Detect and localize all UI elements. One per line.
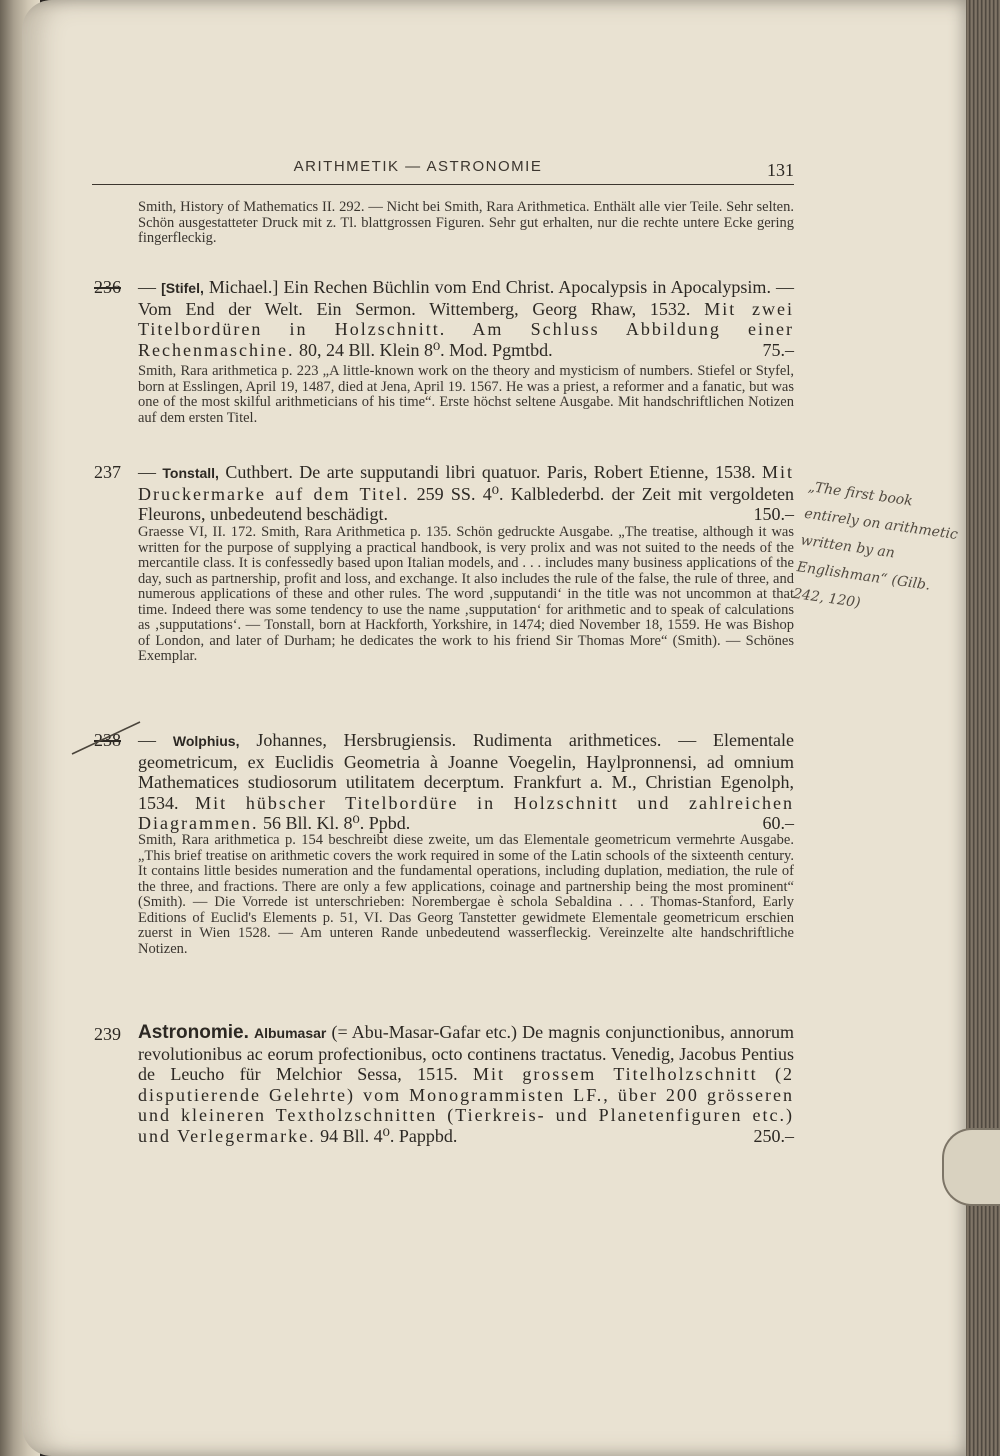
entry-number: 238: [94, 730, 121, 750]
catalog-entry: — Wolphius, Johannes, Hersbrugiensis. Rudimenta arithmetices. — Elementale geometricum, ex Euclidis Geometria à Joanne Voegelin, Haylpronnensi, ad omnium Mathematices studiosorum utilitatem decerptum. Frankfurt a. M., Christian Egenolph, 1534. Mit hübscher Titelbordüre in Holzschnitt und zahlreichen Diagrammen. 56 Bll. Kl. 8⁰. Ppbd. 60.–: [138, 730, 795, 833]
entry-price: 250.–: [753, 1125, 794, 1146]
catalog-entry: — [Stifel, Michael.] Ein Rechen Büchlin vom End Christ. Apocalypsis in Apocalypsim. — Vom End der Welt. Ein Sermon. Wittemberg, Georg Rhaw, 1532. Mit zwei Titelbordüren in Holzschnitt. Am Schluss Abbildung einer Rechenmaschine. 80, 24 Bll. Klein 8⁰. Mod. Pgmtbd. 75.–: [138, 277, 795, 360]
entry-price: 150.–: [753, 504, 794, 524]
entry-price: 60.–: [762, 813, 794, 833]
running-head: ARITHMETIK — ASTRONOMIE: [293, 158, 543, 175]
entry-number: 239: [94, 1024, 121, 1044]
entry-author: Albumasar: [254, 1025, 327, 1041]
entry-author: Tonstall,: [162, 465, 219, 481]
entry-note: Smith, Rara arithmetica p. 154 beschreibt diese zweite, um das Elementale geometricum vermehrte Ausgabe. „This brief treatise on arithmetic covers the work required in some of the Latin schools of the sixteenth century. It contains little besides numeration and the fundamental operations, including duplation, mediation, the rule of the three, and fractions. There are only a few applications, coinage and partnership being the most prominent“ (Smith). — Die Vorrede ist unterschrieben: Norembergae è schola Sebaldina . . . Thomas-Stanford, Early Editions of Euclid's Elements p. 51, VI. Das Georg Tanstetter gewidmete Elementale geometricum erschien zuerst in Wien 1528. — Am unteren Rande unbedeutend wasserfleckig. Vereinzelte alte handschriftliche Notizen.: [138, 832, 794, 957]
entry-number: 236: [94, 277, 121, 297]
pencil-check-mark-icon: [70, 716, 150, 756]
page-header: [92, 158, 794, 185]
handwritten-margin-note: „The first book entirely on arithmetic written by an Englishman“ (Gilb. 242, 120): [792, 478, 959, 612]
page-stack-edge: [966, 0, 1000, 1456]
page-tab: [942, 1128, 1000, 1206]
catalog-entry: Astronomie. Albumasar (= Abu-Masar-Gafar etc.) De magnis conjunctionibus, annorum revolutionibus ac eorum profectionibus, octo continens tractatus. Venedig, Jacobus Pentius de Leucho für Melchior Sessa, 1515. Mit grossem Titelholzschnitt (2 disputierende Gelehrte) vom Monogrammisten LF., über 200 grösseren und kleineren Textholzschnitten (Tierkreis- und Planetenfiguren etc.) und Verlegermarke. 94 Bll. 4⁰. Pappbd. 250.–: [138, 1022, 794, 1146]
entry-note: Graesse VI, II. 172. Smith, Rara Arithmetica p. 135. Schön gedruckte Ausgabe. „The treatise, although it was written for the purpose of supplying a practical handbook, is very prolix and was not suited to the needs of the mercantile class. It is confessedly based upon Italian models, and . . . includes many business applications of the day, such as partnership, profit and loss, and exchange. It also includes the rule of the false, the rule of three, and numerous applications of these and other rules. The word ‚supputandi‘ in the title was not uncommon at that time. Indeed there was some tendency to use the name ‚supputation‘ for arithmetic and to speak of calculations as ‚supputations‘. — Tonstall, born at Hackforth, Yorkshire, in 1474; died November 18, 1559. He was Bishop of London, and later of Durham; he dedicates the work to his friend Sir Thomas More“ (Smith). — Schönes Exemplar.: [138, 524, 794, 664]
section-heading: Astronomie.: [138, 1022, 249, 1043]
entry-author: [Stifel,: [161, 280, 204, 296]
entry-note: Smith, Rara arithmetica p. 223 „A little-known work on the theory and mysticism of numbers. Stiefel or Styfel, born at Esslingen, April 19, 1487, died at Jena, April 19. 1567. He was a priest, a reformer and a fanatic, but was one of the most skilful arithmeticians of his time“. Erste höchst seltene Ausgabe. Mit handschriftlichen Notizen auf dem ersten Titel.: [138, 363, 794, 426]
entry-price: 75.–: [762, 339, 794, 360]
entry-author: Wolphius,: [172, 733, 240, 749]
page-number: 131: [767, 160, 794, 180]
carryover-note: Smith, History of Mathematics II. 292. — Nicht bei Smith, Rara Arithmetica. Enthält alle vier Teile. Sehr selten. Schön ausgestatteter Druck mit z. Tl. blattgrossen Figuren. Sehr gut erhalten, nur die rechte untere Ecke gering fingerfleckig.: [138, 199, 794, 246]
catalog-entry: — Tonstall, Cuthbert. De arte supputandi libri quatuor. Paris, Robert Etienne, 1538. Mit Druckermarke auf dem Titel. 259 SS. 4⁰. Kalblederbd. der Zeit mit vergoldeten Fleurons, unbedeutend beschädigt. 150.–: [138, 462, 794, 524]
entry-number: 237: [94, 462, 121, 482]
